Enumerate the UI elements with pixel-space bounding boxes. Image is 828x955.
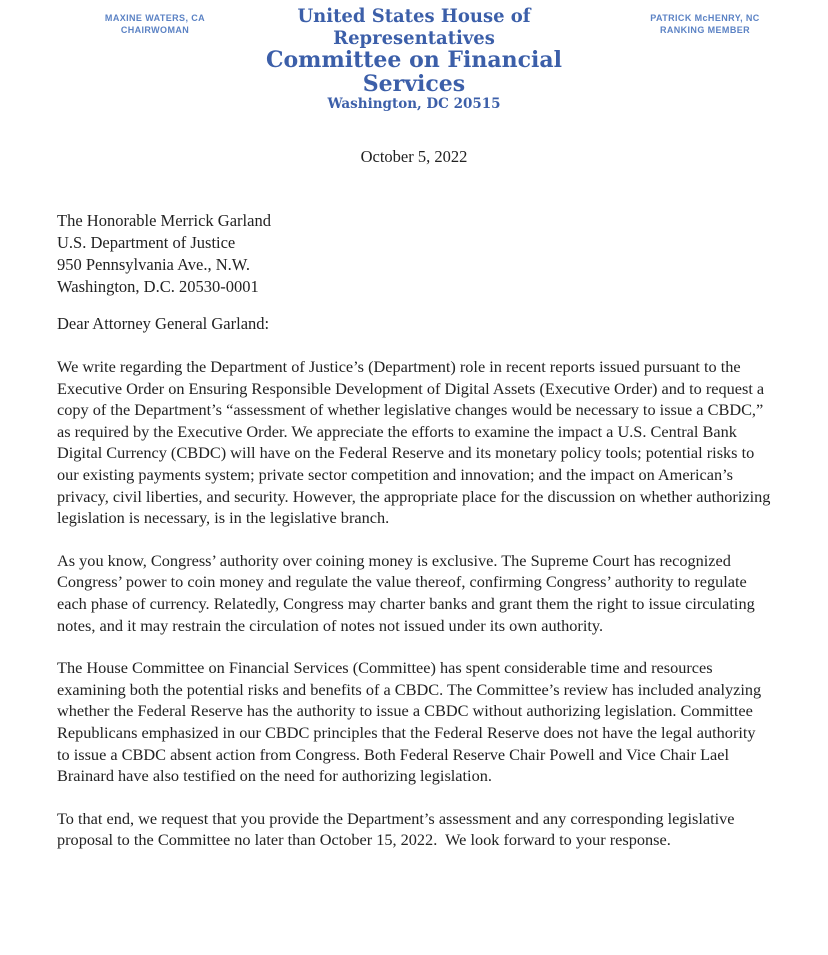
letter-date: October 5, 2022	[360, 147, 468, 166]
ranking-member-name: PATRICK McHENRY, NC	[650, 13, 760, 23]
letterhead-org-line3: Washington, DC 20515	[327, 96, 501, 112]
recipient-line: Washington, D.C. 20530-0001	[57, 277, 259, 296]
recipient-line: U.S. Department of Justice	[57, 233, 236, 252]
letterhead-org-line2: Committee on Financial Services	[266, 47, 562, 97]
salutation: Dear Attorney General Garland:	[57, 314, 270, 333]
chairwoman-block	[65, 12, 245, 36]
ranking-member-block	[615, 12, 795, 36]
ranking-member-title: RANKING MEMBER	[659, 25, 751, 35]
committee-letterhead	[234, 6, 594, 113]
letterhead-org-line1: United States House of Representatives	[297, 4, 531, 50]
chairwoman-name: MAXINE WATERS, CA	[104, 13, 206, 23]
recipient-line: The Honorable Merrick Garland	[57, 211, 271, 230]
chairwoman-title: CHAIRWOMAN	[120, 25, 190, 35]
paragraph: We write regarding the Department of Justice’s (Department) role in recent reports issued pursuant to the Executive Order on Ensuring Responsible Development of Digital Assets (Executive Order) and to request a copy of the Department’s “assessment of whether legislative changes would be necessary to issue a CBDC,” as required by the Executive Order. We appreciate the efforts to examine the impact a U.S. Central Bank Digital Currency (CBDC) will have on the Federal Reserve and its monetary policy tools; potential risks to our existing payments system; private sector competition and innovation; and the impact on American’s privacy, civil liberties, and security. However, the appropriate place for the discussion on whether authorizing legislation is necessary, is in the legislative branch.	[57, 357, 775, 528]
recipient-line: 950 Pennsylvania Ave., N.W.	[57, 255, 250, 274]
recipient-address-block	[57, 210, 772, 298]
letterhead	[0, 0, 828, 112]
paragraph: As you know, Congress’ authority over coining money is exclusive. The Supreme Court has recognized Congress’ power to coin money and regulate the value thereof, confirming Congress’ authority to regulate each phase of currency. Relatedly, Congress may charter banks and grant them the right to issue circulating notes, and it may restrain the circulation of notes not issued under its own authority.	[57, 550, 759, 635]
letter-body	[0, 210, 828, 851]
paragraph: The House Committee on Financial Services (Committee) has spent considerable time and resources examining both the potential risks and benefits of a CBDC. The Committee’s review has included analyzing whether the Federal Reserve has the authority to issue a CBDC without authorizing legislation. Committee Republicans emphasized in our CBDC principles that the Federal Reserve does not have the legal authority to issue a CBDC absent action from Congress. Both Federal Reserve Chair Powell and Vice Chair Lael Brainard have also testified on the need for authorizing legislation.	[57, 658, 766, 786]
paragraph: To that end, we request that you provide the Department’s assessment and any corresponding legislative proposal to the Committee no later than October 15, 2022. We look forward to your response.	[57, 808, 739, 850]
